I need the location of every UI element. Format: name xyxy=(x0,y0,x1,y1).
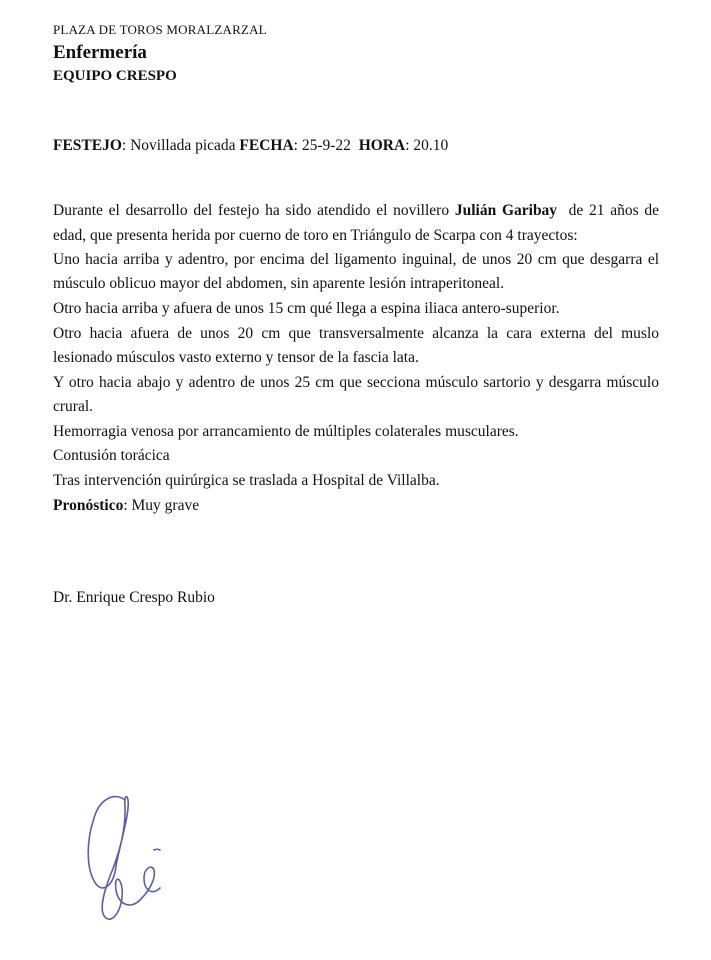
report-line-8: Y otro hacia abajo y adentro de unos 25 cm que secciona músculo sartorio y desgarra músculo xyxy=(53,374,659,391)
report-line-7: lesionado músculos vasto externo y tensor de la fascia lata. xyxy=(53,349,419,366)
department-title: Enfermería xyxy=(53,42,147,63)
patient-name: Julián Garibay xyxy=(454,202,558,219)
signature-graphic xyxy=(70,780,220,940)
festejo-label: FESTEJO xyxy=(53,137,122,154)
handwritten-signature xyxy=(70,780,220,940)
doctor-name: Dr. Enrique Crespo Rubio xyxy=(53,589,215,606)
hora-label: HORA xyxy=(358,137,406,154)
report-intro: Durante el desarrollo del festejo ha sido atendido el novillero xyxy=(53,202,455,219)
report-line-4: músculo oblicuo mayor del abdomen, sin aparente lesión intraperitoneal. xyxy=(53,275,505,292)
hora-value: : 20.10 xyxy=(405,137,449,154)
team-name: EQUIPO CRESPO xyxy=(53,68,177,84)
report-line-11: Contusión torácica xyxy=(53,447,170,464)
report-line-12: Tras intervención quirúrgica se traslada a Hospital de Villalba. xyxy=(53,472,440,489)
prognosis-label: Pronóstico xyxy=(53,497,124,514)
fecha-label: FECHA xyxy=(239,137,294,154)
prognosis-line xyxy=(53,497,199,515)
report-line-1 xyxy=(53,202,659,220)
report-line-3: Uno hacia arriba y adentro, por encima del ligamento inguinal, de unos 20 cm que desgarra el xyxy=(53,251,659,268)
report-line-2: edad, que presenta herida por cuerno de toro en Triángulo de Scarpa con 4 trayectos: xyxy=(53,227,578,244)
report-line-6: Otro hacia afuera de unos 20 cm que transversalmente alcanza la cara externa del muslo xyxy=(53,325,659,342)
report-line-9: crural. xyxy=(53,398,94,415)
prognosis-value: : Muy grave xyxy=(123,497,200,514)
report-line-10: Hemorragia venosa por arrancamiento de múltiples colaterales musculares. xyxy=(53,423,519,440)
report-line-5: Otro hacia arriba y afuera de unos 15 cm qué llega a espina iliaca antero-superior. xyxy=(53,300,560,317)
organization-name: PLAZA DE TOROS MORALZARZAL xyxy=(53,22,267,37)
festejo-value: : Novillada picada xyxy=(121,137,240,154)
report-age: de 21 años de xyxy=(557,202,659,219)
event-line xyxy=(53,137,448,155)
fecha-value: : 25-9-22 xyxy=(293,137,359,154)
